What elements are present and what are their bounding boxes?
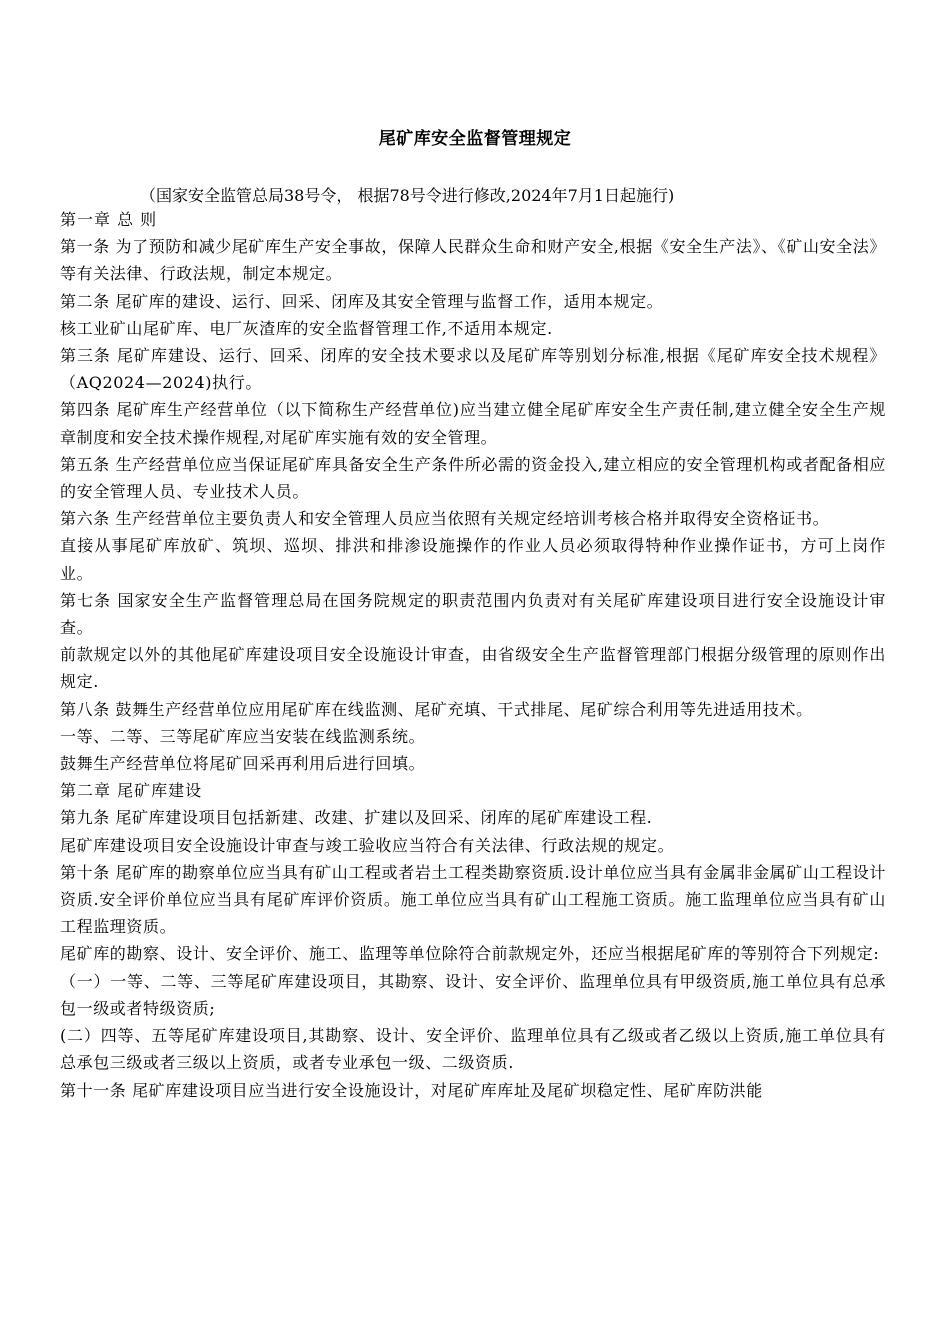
article-paragraph: 直接从事尾矿库放矿、筑坝、巡坝、排洪和排渗设施操作的作业人员必须取得特种作业操作证书，方可上岗作业。: [60, 536, 886, 583]
article-paragraph: 尾矿库建设项目安全设施设计审查与竣工验收应当符合有关法律、行政法规的规定。: [60, 835, 675, 855]
article-paragraph: 第六条 生产经营单位主要负责人和安全管理人员应当依照有关规定经培训考核合格并取得安全资格证书。: [60, 509, 830, 529]
document-subtitle: （国家安全监管总局38号令， 根据78号令进行修改,2024年7月1日起施行): [140, 186, 675, 205]
article-paragraph: 核工业矿山尾矿库、电厂灰渣库的安全监督管理工作,不适用本规定.: [60, 318, 553, 338]
chapter-heading: 第一章 总 则: [60, 210, 158, 229]
article-paragraph: （一）一等、二等、三等尾矿库建设项目，其勘察、设计、安全评价、监理单位具有甲级资质,施工单位具有总承包一级或者特级资质;: [60, 971, 886, 1018]
article-paragraph: 鼓舞生产经营单位将尾矿回采再利用后进行回填。: [60, 754, 426, 774]
article-paragraph: 第七条 国家安全生产监督管理总局在国务院规定的职责范围内负责对有关尾矿库建设项目进行安全设施设计审查。: [60, 590, 886, 638]
article-paragraph: 第十一条 尾矿库建设项目应当进行安全设施设计，对尾矿库库址及尾矿坝稳定性、尾矿库防洪能: [60, 1080, 763, 1100]
article-paragraph: 第五条 生产经营单位应当保证尾矿库具备安全生产条件所必需的资金投入,建立相应的安全管理机构或者配备相应的安全管理人员、专业技术人员。: [60, 454, 886, 502]
article-paragraph: 第十条 尾矿库的勘察单位应当具有矿山工程或者岩土工程类勘察资质.设计单位应当具有金属非金属矿山工程设计资质.安全评价单位应当具有尾矿库评价资质。施工单位应当具有矿山工程施工资质。施工监理单位应当具有矿山工程监理资质。: [60, 862, 886, 937]
article-paragraph: 第八条 鼓舞生产经营单位应用尾矿库在线监测、尾矿充填、干式排尾、尾矿综合利用等先进适用技术。: [60, 699, 813, 719]
article-paragraph: 第九条 尾矿库建设项目包括新建、改建、扩建以及回采、闭库的尾矿库建设工程.: [60, 808, 653, 828]
article-paragraph: 尾矿库的勘察、设计、安全评价、施工、监理等单位除符合前款规定外，还应当根据尾矿库的等别符合下列规定:: [60, 944, 880, 964]
document-body: [60, 206, 886, 1104]
article-paragraph: 前款规定以外的其他尾矿库建设项目安全设施设计审查，由省级安全生产监督管理部门根据分级管理的原则作出规定.: [60, 645, 886, 692]
article-paragraph: 一等、二等、三等尾矿库应当安装在线监测系统。: [60, 726, 426, 746]
article-paragraph: 第三条 尾矿库建设、运行、回采、闭库的安全技术要求以及尾矿库等别划分标准,根据《尾矿库安全技术规程》（AQ2024—2024)执行。: [60, 346, 886, 393]
article-paragraph: 第一条 为了预防和减少尾矿库生产安全事故，保障人民群众生命和财产安全,根据《安全生产法》、《矿山安全法》等有关法律、行政法规，制定本规定。: [60, 237, 886, 284]
document-title: 尾矿库安全监督管理规定: [378, 129, 572, 149]
chapter-heading: 第二章 尾矿库建设: [60, 781, 203, 801]
article-paragraph: 第四条 尾矿库生产经营单位（以下简称生产经营单位)应当建立健全尾矿库安全生产责任制,建立健全安全生产规章制度和安全技术操作规程,对尾矿库实施有效的安全管理。: [60, 400, 886, 447]
article-paragraph: (二）四等、五等尾矿库建设项目,其勘察、设计、安全评价、监理单位具有乙级或者乙级以上资质,施工单位具有总承包三级或者三级以上资质，或者专业承包一级、二级资质.: [60, 1026, 886, 1073]
article-paragraph: 第二条 尾矿库的建设、运行、回采、闭库及其安全管理与监督工作，适用本规定。: [60, 291, 664, 311]
